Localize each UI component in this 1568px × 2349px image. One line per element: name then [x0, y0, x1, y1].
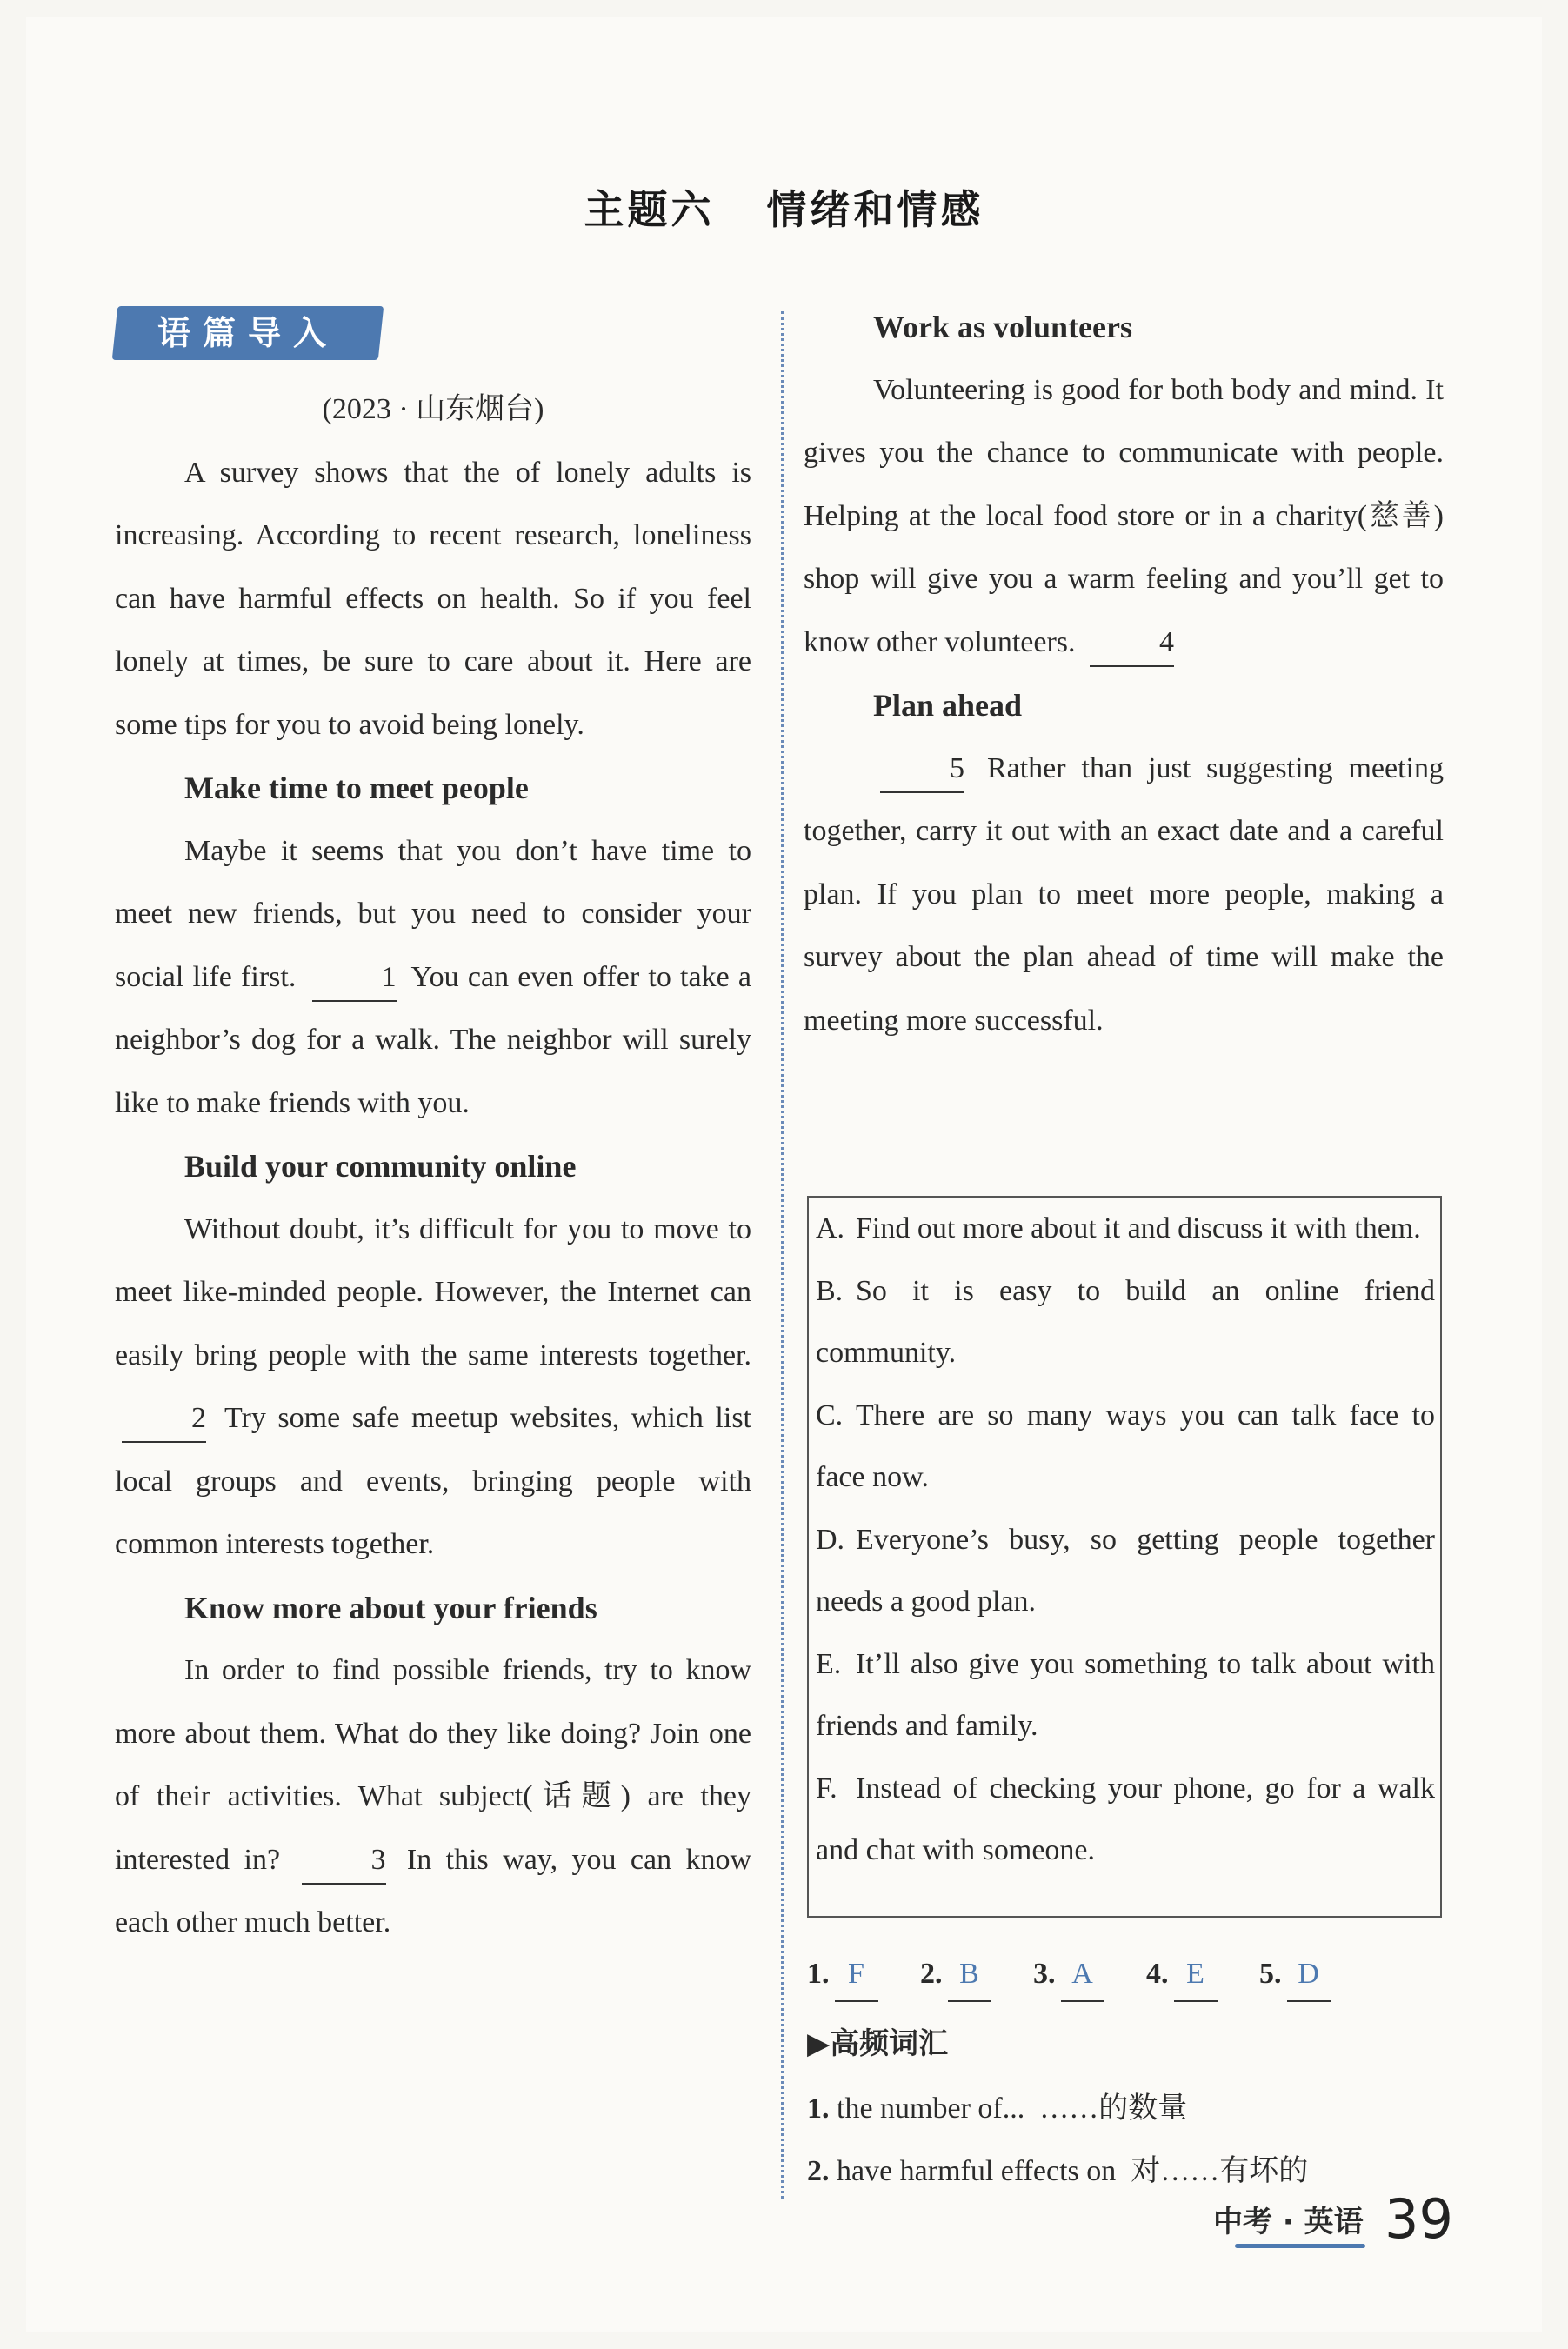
- option-label: B.: [816, 1274, 844, 1307]
- answer-row: [807, 1948, 1365, 2002]
- option-text: Find out more about it and discuss it with them.: [856, 1212, 1421, 1245]
- answer-fill: B: [948, 1948, 991, 2002]
- paragraph-plan-ahead: [804, 737, 1444, 1053]
- text: Try some safe meetup websites, which list local groups and events, bringing people with common interests together.: [115, 1402, 752, 1560]
- paragraph-meet-people: [115, 820, 751, 1136]
- vocab-num: 2.: [807, 2155, 830, 2187]
- text: Rather than just suggesting meeting together, carry it out with an exact date and a careful plan. If you plan to meet more people, making a survey about the plan ahead of time will make the meeting more successful.: [804, 751, 1444, 1037]
- option-label: D.: [816, 1523, 845, 1556]
- answer-item: [807, 1948, 878, 2002]
- answer-fill: F: [835, 1948, 878, 2002]
- option-text: Everyone’s busy, so getting people together needs a good plan.: [816, 1523, 1435, 1618]
- answer-num: 1.: [807, 1958, 830, 1990]
- option-f: [816, 1758, 1435, 1882]
- text: Maybe it seems that you don’t have time to meet new friends, but you need to consider your social life first.: [115, 834, 751, 993]
- text: In this way, you can know each other much better.: [115, 1843, 752, 1939]
- vocab-en: the number of...: [837, 2092, 1025, 2125]
- answer-num: 4.: [1146, 1958, 1169, 1990]
- blank-5: 5: [880, 746, 964, 793]
- option-c: [816, 1385, 1435, 1509]
- blank-1: 1: [312, 955, 397, 1002]
- column-divider: [781, 311, 784, 2199]
- answer-num: 5.: [1259, 1958, 1282, 1990]
- heading-know-friends: Know more about your friends: [184, 1590, 597, 1625]
- title-part2: 情绪和情感: [766, 186, 984, 233]
- blank-2: 2: [122, 1396, 206, 1443]
- option-text: So it is easy to build an online friend community.: [816, 1274, 1435, 1369]
- footer-label: 中考 · 英语: [1213, 2205, 1364, 2239]
- options-box: [807, 1196, 1442, 1918]
- option-a: [816, 1198, 1435, 1260]
- option-label: A.: [816, 1212, 845, 1245]
- page-number: 39: [1385, 2187, 1453, 2251]
- source-line: (2023 · 山东烟台): [322, 393, 544, 425]
- option-label: E.: [816, 1647, 842, 1680]
- answer-num: 3.: [1033, 1958, 1056, 1990]
- vocab-zh: 对……有坏的: [1131, 2155, 1309, 2187]
- heading-volunteers: Work as volunteers: [873, 310, 1133, 344]
- option-e: [816, 1633, 1435, 1758]
- option-label: C.: [816, 1398, 844, 1431]
- answer-fill: E: [1174, 1948, 1218, 2002]
- option-text: There are so many ways you can talk face to face now.: [816, 1398, 1435, 1493]
- heading-plan-ahead: Plan ahead: [873, 688, 1023, 723]
- vocab-zh: ……的数量: [1039, 2092, 1188, 2125]
- paragraph-know-friends: [115, 1639, 751, 1955]
- text: You can even offer to take a neighbor’s dog for a walk. The neighbor will surely like to make friends with you.: [115, 960, 751, 1119]
- blank-4: 4: [1090, 620, 1174, 667]
- option-b: [816, 1260, 1435, 1385]
- text: Without doubt, it’s difficult for you to move to meet like-minded people. However, the Internet can easily bring people with the same interests together.: [115, 1212, 751, 1371]
- answer-fill: D: [1287, 1948, 1331, 2002]
- right-column: [804, 296, 1444, 1052]
- option-label: F.: [816, 1772, 837, 1805]
- intro-paragraph: A survey shows that the of lonely adults is increasing. According to recent research, loneliness can have harmful effects on health. So if you feel lonely at times, be sure to care about it. Here are some tips for you to avoid being lonely.: [115, 456, 751, 741]
- answer-num: 2.: [920, 1958, 943, 1990]
- vocab-en: have harmful effects on: [837, 2155, 1117, 2187]
- answer-fill: A: [1061, 1948, 1104, 2002]
- option-d: [816, 1509, 1435, 1633]
- section-badge: 语篇导入: [157, 314, 338, 352]
- footer-underline: [1235, 2244, 1365, 2248]
- answer-item: [1146, 1948, 1218, 2002]
- text: In order to find possible friends, try to know more about them. What do they like doing? Join one of their activities. What subject(话题) are they interested in?: [115, 1654, 751, 1876]
- heading-community-online: Build your community online: [184, 1149, 577, 1184]
- vocab-item: [807, 2145, 1442, 2198]
- title-part1: 主题六: [584, 186, 715, 233]
- vocab-item: [807, 2083, 1442, 2135]
- vocab-num: 1.: [807, 2092, 830, 2125]
- page-title: [0, 178, 1568, 236]
- paragraph-community-online: [115, 1198, 751, 1577]
- left-column: [115, 378, 751, 1955]
- option-text: Instead of checking your phone, go for a walk and chat with someone.: [816, 1772, 1435, 1866]
- text: Volunteering is good for both body and mind. It gives you the chance to communicate with people. Helping at the local food store or in a charity(慈善) shop will give you a warm feeling and you’ll get to know other volunteers.: [804, 373, 1444, 658]
- answer-item: [1259, 1948, 1331, 2002]
- vocab-title: ▶高频词汇: [807, 2026, 949, 2061]
- blank-3: 3: [302, 1838, 386, 1885]
- paragraph-volunteers: [804, 359, 1444, 675]
- option-text: It’ll also give you something to talk about with friends and family.: [816, 1647, 1435, 1742]
- heading-meet-people: Make time to meet people: [184, 771, 529, 805]
- answer-item: [920, 1948, 991, 2002]
- answer-item: [1033, 1948, 1104, 2002]
